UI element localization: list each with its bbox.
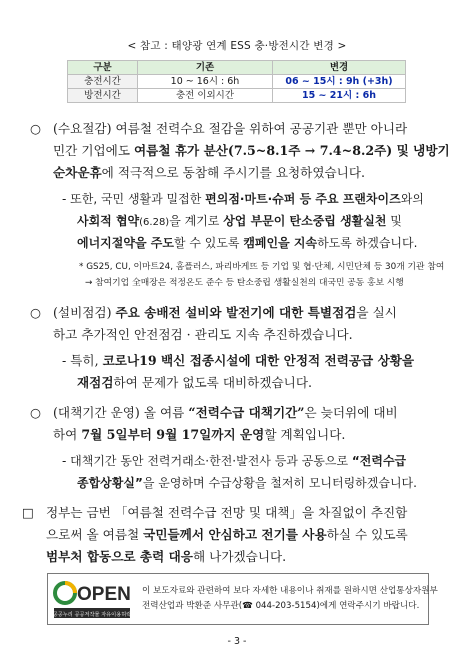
row-before: 충전 이외시간	[138, 89, 273, 103]
table-row	[68, 75, 406, 89]
demand-line1: (수요절감) 여름철 전력수요 절감을 위하여 공공기관 뿐만 아니라	[53, 121, 408, 136]
logo-text: OPEN	[77, 584, 131, 605]
open-license-logo	[52, 578, 132, 620]
row-after: 15 ~ 21시 : 6h	[273, 89, 406, 103]
row-before: 10 ~ 16시 : 6h	[138, 75, 273, 89]
demand-sub-line1: - 또한, 국민 생활과 밀접한 편의점·마트·슈퍼 등 주요 프랜차이즈와의	[62, 192, 424, 206]
bullet-circle: ○	[30, 405, 41, 420]
equipment-sub-line1: - 특히, 코로나19 백신 접종시설에 대한 안정적 전력공급 상황을	[62, 353, 415, 368]
standby-sub-line2: 종합상황실”을 운영하며 수급상황을 철저히 모니터링하겠습니다.	[77, 476, 417, 490]
reference-title: < 참고 : 태양광 연계 ESS 충·방전시간 변경 >	[127, 40, 347, 52]
standby-line2: 하여 7월 5일부터 9월 17일까지 운영할 계획입니다.	[53, 427, 346, 442]
standby-sub-line1: - 대책기간 동안 전력거래소·한전·발전사 등과 공동으로 “전력수급	[62, 454, 407, 468]
contact-line1: 이 보도자료와 관련하여 보다 자세한 내용이나 취재를 원하시면 산업통상자원부	[142, 586, 438, 596]
bullet-circle: ○	[30, 305, 41, 320]
row-label: 방전시간	[68, 89, 138, 103]
equipment-line1: (설비점검) 주요 송배전 설비와 발전기에 대한 특별점검을 실시	[53, 305, 397, 320]
contact-text	[142, 584, 438, 614]
contact-line2: 전력산업과 박환준 사무관(☎ 044-203-5154)에게 연락주시기 바랍니다.	[142, 601, 420, 611]
table-header-category: 구분	[68, 61, 138, 75]
ess-schedule-table	[67, 60, 406, 103]
standby-line1: (대책기간 운영) 올 여름 “전력수급 대책기간”은 늦더위에 대비	[53, 405, 398, 420]
row-after: 06 ~ 15시 : 9h (+3h)	[273, 75, 406, 89]
closing-line1: 정부는 금번 「여름철 전력수급 전망 및 대책」을 차질없이 추진함	[46, 505, 408, 520]
table-header-before: 기존	[138, 61, 273, 75]
table-header-after: 변경	[273, 61, 406, 75]
demand-line3: 순차운휴에 적극적으로 동참해 주시기를 요청하였습니다.	[53, 165, 365, 180]
row-label: 충전시간	[68, 75, 138, 89]
demand-sub-line2: 사회적 협약(6.28)을 계기로 상업 부문이 탄소중립 생활실천 및	[77, 214, 402, 228]
bullet-circle: ○	[30, 121, 41, 136]
demand-footnote: * GS25, CU, 이마트24, 홈플러스, 파리바게뜨 등 기업 및 협·단체, 시민단체 등 30개 기관 참여	[79, 262, 445, 272]
equipment-line2: 하고 추가적인 안전점검 · 관리도 지속 추진하겠습니다.	[53, 327, 353, 342]
table-row	[68, 89, 406, 103]
table-header-row	[68, 61, 406, 75]
demand-line2: 민간 기업에도 여름철 휴가 분산(7.5~8.1주 → 7.4~8.2주) 및 냉방기	[53, 143, 450, 158]
demand-sub-line3: 에너지절약을 주도할 수 있도록 캠페인을 지속하도록 하겠습니다.	[77, 236, 418, 250]
closing-line2: 으로써 올 여름철 국민들께서 안심하고 전기를 사용하실 수 있도록	[46, 527, 408, 542]
page-number: - 3 -	[227, 636, 247, 647]
closing-line3: 범부처 합동으로 총력 대응해 나가겠습니다.	[46, 549, 287, 564]
contact-box	[47, 573, 438, 625]
demand-footnote-arrow: → 참여기업 全매장은 적정온도 준수 등 탄소중립 생활실천의 대국민 공동 홍보 시행	[85, 278, 404, 288]
bullet-square: □	[22, 505, 34, 520]
logo-subtitle: 공공누리 공공저작물 자유이용허락	[52, 612, 132, 618]
equipment-sub-line2: 재점검하여 문제가 없도록 대비하겠습니다.	[77, 375, 312, 390]
